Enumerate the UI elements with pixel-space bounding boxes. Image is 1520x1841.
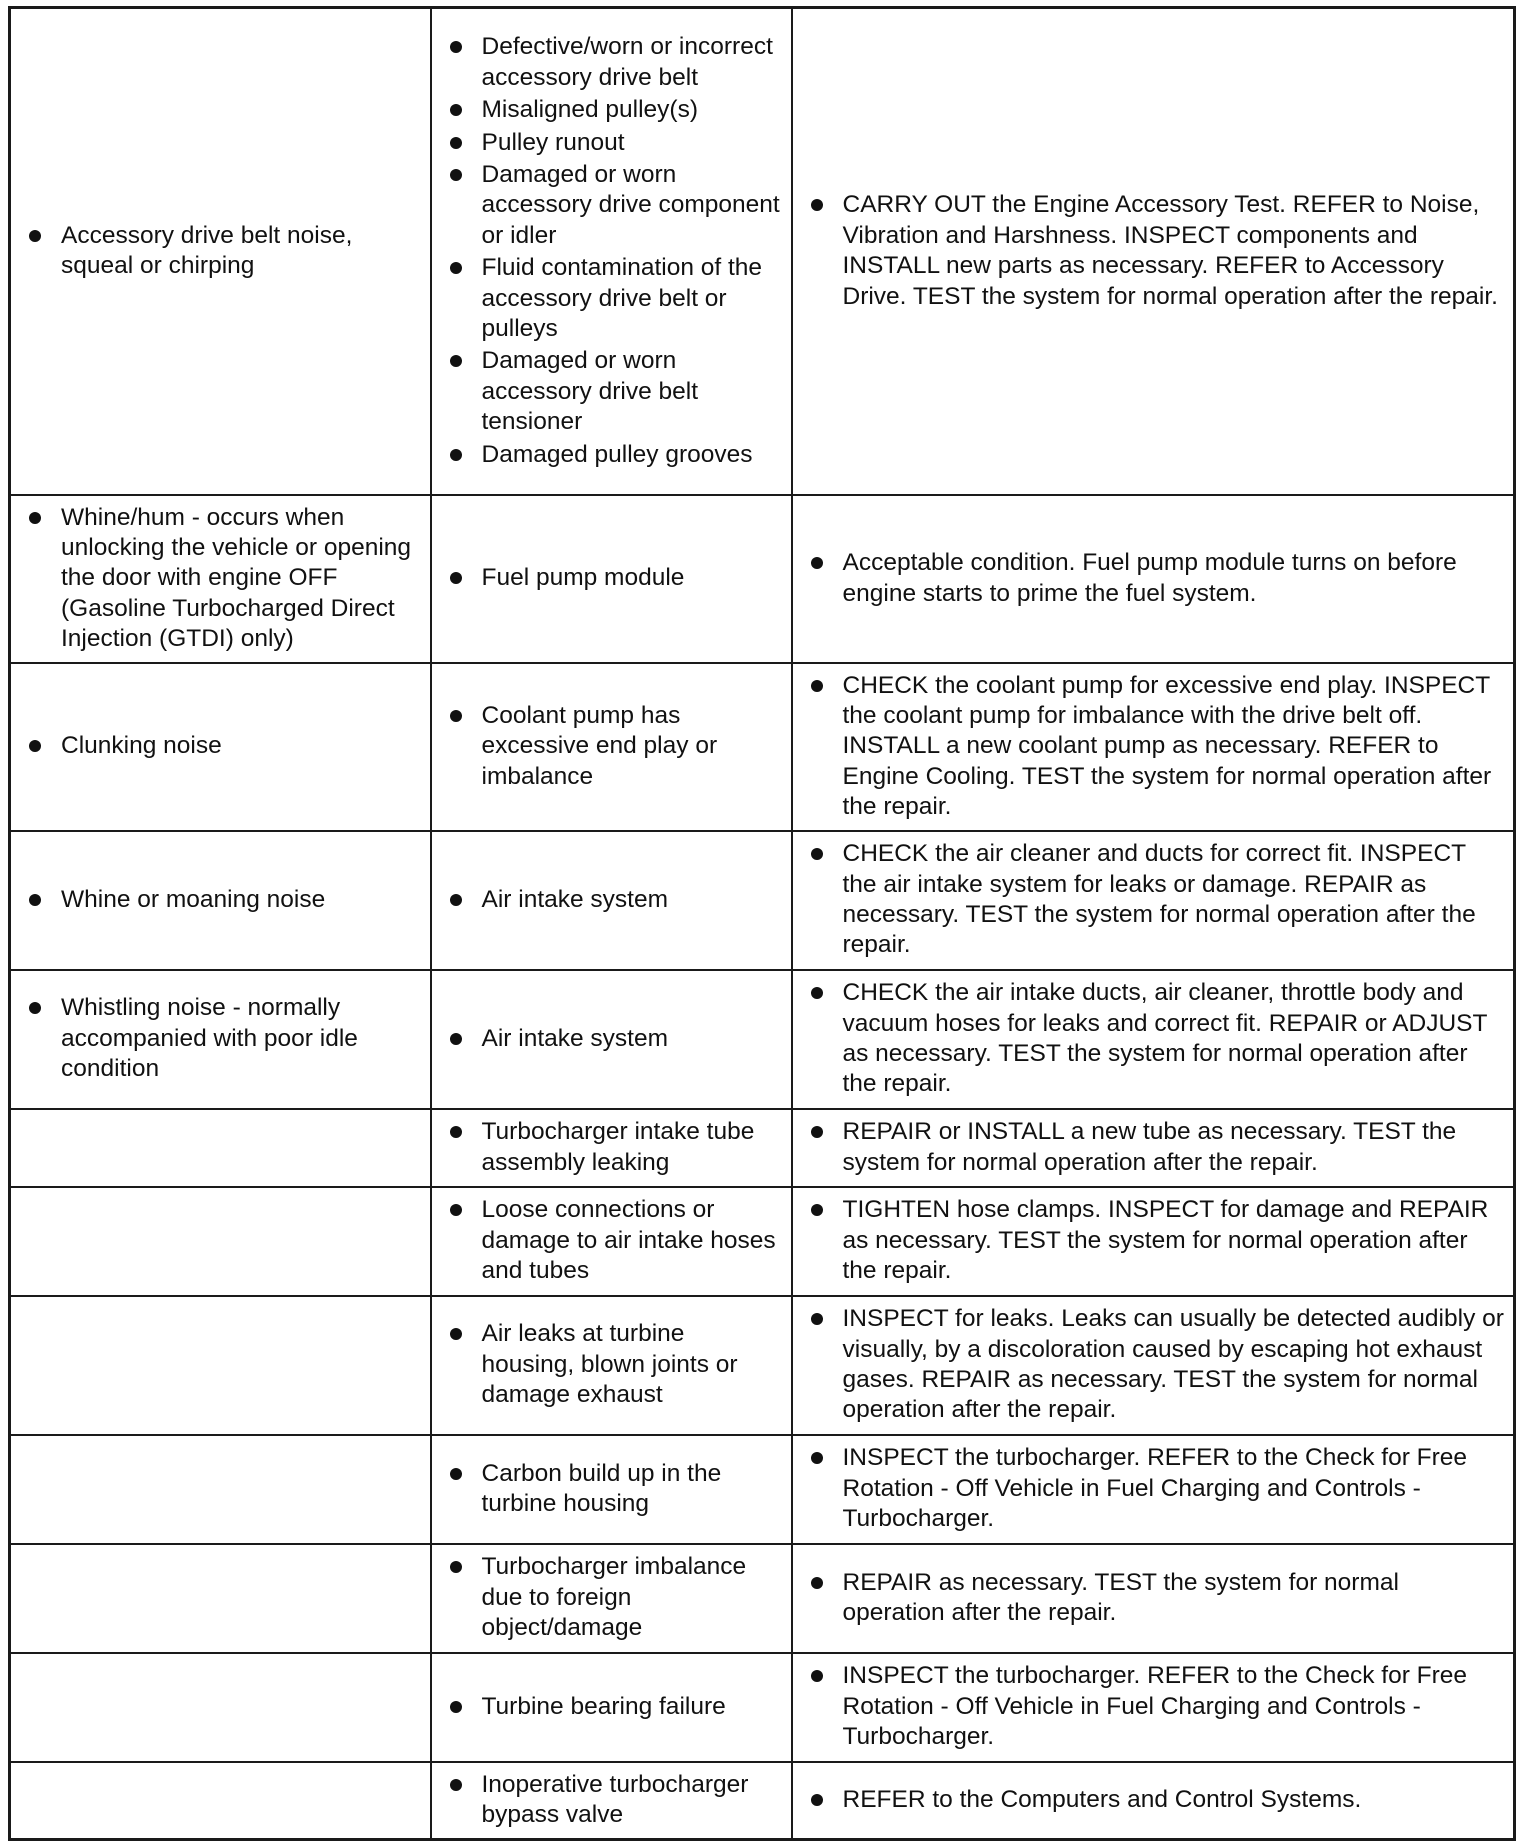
action-item: INSPECT for leaks. Leaks can usually be detected audibly or visually, by a discoloration caused by escaping hot exhaust gases. REPAIR as necessary. TEST the system for normal operation after the repair. bbox=[809, 1304, 1506, 1426]
action-list bbox=[809, 839, 1506, 961]
table-row bbox=[10, 1296, 1515, 1435]
action-list bbox=[809, 671, 1506, 823]
cause-item: Damaged pulley grooves bbox=[448, 440, 783, 470]
action-item: REFER to the Computers and Control Systems. bbox=[809, 1785, 1506, 1815]
action-list bbox=[809, 1117, 1506, 1178]
cause-item: Carbon build up in the turbine housing bbox=[448, 1459, 783, 1520]
diagnosis-table bbox=[8, 6, 1516, 1841]
cause-item: Damaged or worn accessory drive component or idler bbox=[448, 160, 783, 251]
cause-item: Fuel pump module bbox=[448, 563, 783, 593]
action-cell bbox=[792, 1435, 1515, 1544]
cause-item: Fluid contamination of the accessory drive belt or pulleys bbox=[448, 253, 783, 344]
cause-list bbox=[448, 1195, 783, 1286]
condition-list bbox=[27, 731, 422, 761]
action-cell bbox=[792, 1296, 1515, 1435]
action-item: INSPECT the turbocharger. REFER to the Check for Free Rotation - Off Vehicle in Fuel Charging and Controls - Turbocharger. bbox=[809, 1443, 1506, 1534]
condition-item: Accessory drive belt noise, squeal or chirping bbox=[27, 221, 422, 282]
action-item: REPAIR as necessary. TEST the system for normal operation after the repair. bbox=[809, 1568, 1506, 1629]
table-row bbox=[10, 1187, 1515, 1296]
table-row bbox=[10, 1544, 1515, 1653]
cause-cell bbox=[431, 8, 792, 495]
action-item: INSPECT the turbocharger. REFER to the Check for Free Rotation - Off Vehicle in Fuel Charging and Controls - Turbocharger. bbox=[809, 1661, 1506, 1752]
condition-item: Whistling noise - normally accompanied with poor idle condition bbox=[27, 993, 422, 1084]
cause-list bbox=[448, 1552, 783, 1643]
table-row bbox=[10, 495, 1515, 663]
action-list bbox=[809, 190, 1506, 312]
table-row bbox=[10, 1435, 1515, 1544]
condition-item: Whine or moaning noise bbox=[27, 885, 422, 915]
cause-cell bbox=[431, 663, 792, 831]
condition-cell bbox=[10, 1109, 431, 1187]
action-list bbox=[809, 548, 1506, 609]
action-cell bbox=[792, 970, 1515, 1109]
action-list bbox=[809, 978, 1506, 1100]
cause-list bbox=[448, 1692, 783, 1722]
condition-list bbox=[27, 221, 422, 282]
cause-cell bbox=[431, 1762, 792, 1840]
cause-list bbox=[448, 1770, 783, 1831]
cause-item: Pulley runout bbox=[448, 128, 783, 158]
action-cell bbox=[792, 495, 1515, 663]
condition-item: Clunking noise bbox=[27, 731, 422, 761]
cause-cell bbox=[431, 1435, 792, 1544]
cause-item: Loose connections or damage to air intake hoses and tubes bbox=[448, 1195, 783, 1286]
condition-cell bbox=[10, 1653, 431, 1762]
cause-item: Air intake system bbox=[448, 885, 783, 915]
action-item: CHECK the air intake ducts, air cleaner, throttle body and vacuum hoses for leaks and correct fit. REPAIR or ADJUST as necessary. TEST the system for normal operation after the repair. bbox=[809, 978, 1506, 1100]
condition-cell bbox=[10, 831, 431, 970]
table-row bbox=[10, 8, 1515, 495]
action-cell bbox=[792, 8, 1515, 495]
condition-cell bbox=[10, 1544, 431, 1653]
action-cell bbox=[792, 1187, 1515, 1296]
condition-list bbox=[27, 885, 422, 915]
cause-item: Air intake system bbox=[448, 1024, 783, 1054]
action-item: CARRY OUT the Engine Accessory Test. REFER to Noise, Vibration and Harshness. INSPECT components and INSTALL new parts as necessary. REFER to Accessory Drive. TEST the system for normal operation after the repair. bbox=[809, 190, 1506, 312]
action-item: Acceptable condition. Fuel pump module turns on before engine starts to prime the fuel system. bbox=[809, 548, 1506, 609]
cause-list bbox=[448, 1459, 783, 1520]
cause-item: Misaligned pulley(s) bbox=[448, 95, 783, 125]
condition-list bbox=[27, 503, 422, 655]
condition-cell bbox=[10, 970, 431, 1109]
condition-cell bbox=[10, 1187, 431, 1296]
action-item: REPAIR or INSTALL a new tube as necessary. TEST the system for normal operation after the repair. bbox=[809, 1117, 1506, 1178]
cause-cell bbox=[431, 970, 792, 1109]
cause-cell bbox=[431, 1653, 792, 1762]
action-list bbox=[809, 1304, 1506, 1426]
cause-list bbox=[448, 563, 783, 593]
table-row bbox=[10, 970, 1515, 1109]
action-list bbox=[809, 1443, 1506, 1534]
action-cell bbox=[792, 1762, 1515, 1840]
action-cell bbox=[792, 1544, 1515, 1653]
table-row bbox=[10, 1762, 1515, 1840]
cause-cell bbox=[431, 1187, 792, 1296]
action-cell bbox=[792, 663, 1515, 831]
cause-item: Turbocharger intake tube assembly leaking bbox=[448, 1117, 783, 1178]
action-cell bbox=[792, 1653, 1515, 1762]
condition-item: Whine/hum - occurs when unlocking the vehicle or opening the door with engine OFF (Gasoline Turbocharged Direct Injection (GTDI) only) bbox=[27, 503, 422, 655]
action-list bbox=[809, 1195, 1506, 1286]
action-list bbox=[809, 1661, 1506, 1752]
action-list bbox=[809, 1785, 1506, 1815]
cause-cell bbox=[431, 831, 792, 970]
cause-item: Inoperative turbocharger bypass valve bbox=[448, 1770, 783, 1831]
action-item: CHECK the coolant pump for excessive end play. INSPECT the coolant pump for imbalance with the drive belt off. INSTALL a new coolant pump as necessary. REFER to Engine Cooling. TEST the system for normal operation after the repair. bbox=[809, 671, 1506, 823]
action-item: CHECK the air cleaner and ducts for correct fit. INSPECT the air intake system for leaks or damage. REPAIR as necessary. TEST the system for normal operation after the repair. bbox=[809, 839, 1506, 961]
table-row bbox=[10, 1109, 1515, 1187]
condition-cell bbox=[10, 1296, 431, 1435]
cause-cell bbox=[431, 1296, 792, 1435]
condition-list bbox=[27, 993, 422, 1084]
cause-item: Coolant pump has excessive end play or imbalance bbox=[448, 701, 783, 792]
cause-item: Turbine bearing failure bbox=[448, 1692, 783, 1722]
cause-cell bbox=[431, 1544, 792, 1653]
condition-cell bbox=[10, 1435, 431, 1544]
action-cell bbox=[792, 831, 1515, 970]
cause-list bbox=[448, 1319, 783, 1410]
action-item: TIGHTEN hose clamps. INSPECT for damage and REPAIR as necessary. TEST the system for normal operation after the repair. bbox=[809, 1195, 1506, 1286]
cause-item: Defective/worn or incorrect accessory drive belt bbox=[448, 32, 783, 93]
action-cell bbox=[792, 1109, 1515, 1187]
cause-list bbox=[448, 1117, 783, 1178]
cause-list bbox=[448, 32, 783, 470]
cause-cell bbox=[431, 495, 792, 663]
condition-cell bbox=[10, 1762, 431, 1840]
diagnosis-table-body bbox=[10, 8, 1515, 1840]
cause-item: Turbocharger imbalance due to foreign object/damage bbox=[448, 1552, 783, 1643]
cause-list bbox=[448, 1024, 783, 1054]
action-list bbox=[809, 1568, 1506, 1629]
cause-item: Damaged or worn accessory drive belt tensioner bbox=[448, 346, 783, 437]
condition-cell bbox=[10, 8, 431, 495]
cause-item: Air leaks at turbine housing, blown joints or damage exhaust bbox=[448, 1319, 783, 1410]
cause-list bbox=[448, 701, 783, 792]
table-row bbox=[10, 1653, 1515, 1762]
cause-cell bbox=[431, 1109, 792, 1187]
table-row bbox=[10, 663, 1515, 831]
table-row bbox=[10, 831, 1515, 970]
condition-cell bbox=[10, 495, 431, 663]
cause-list bbox=[448, 885, 783, 915]
condition-cell bbox=[10, 663, 431, 831]
